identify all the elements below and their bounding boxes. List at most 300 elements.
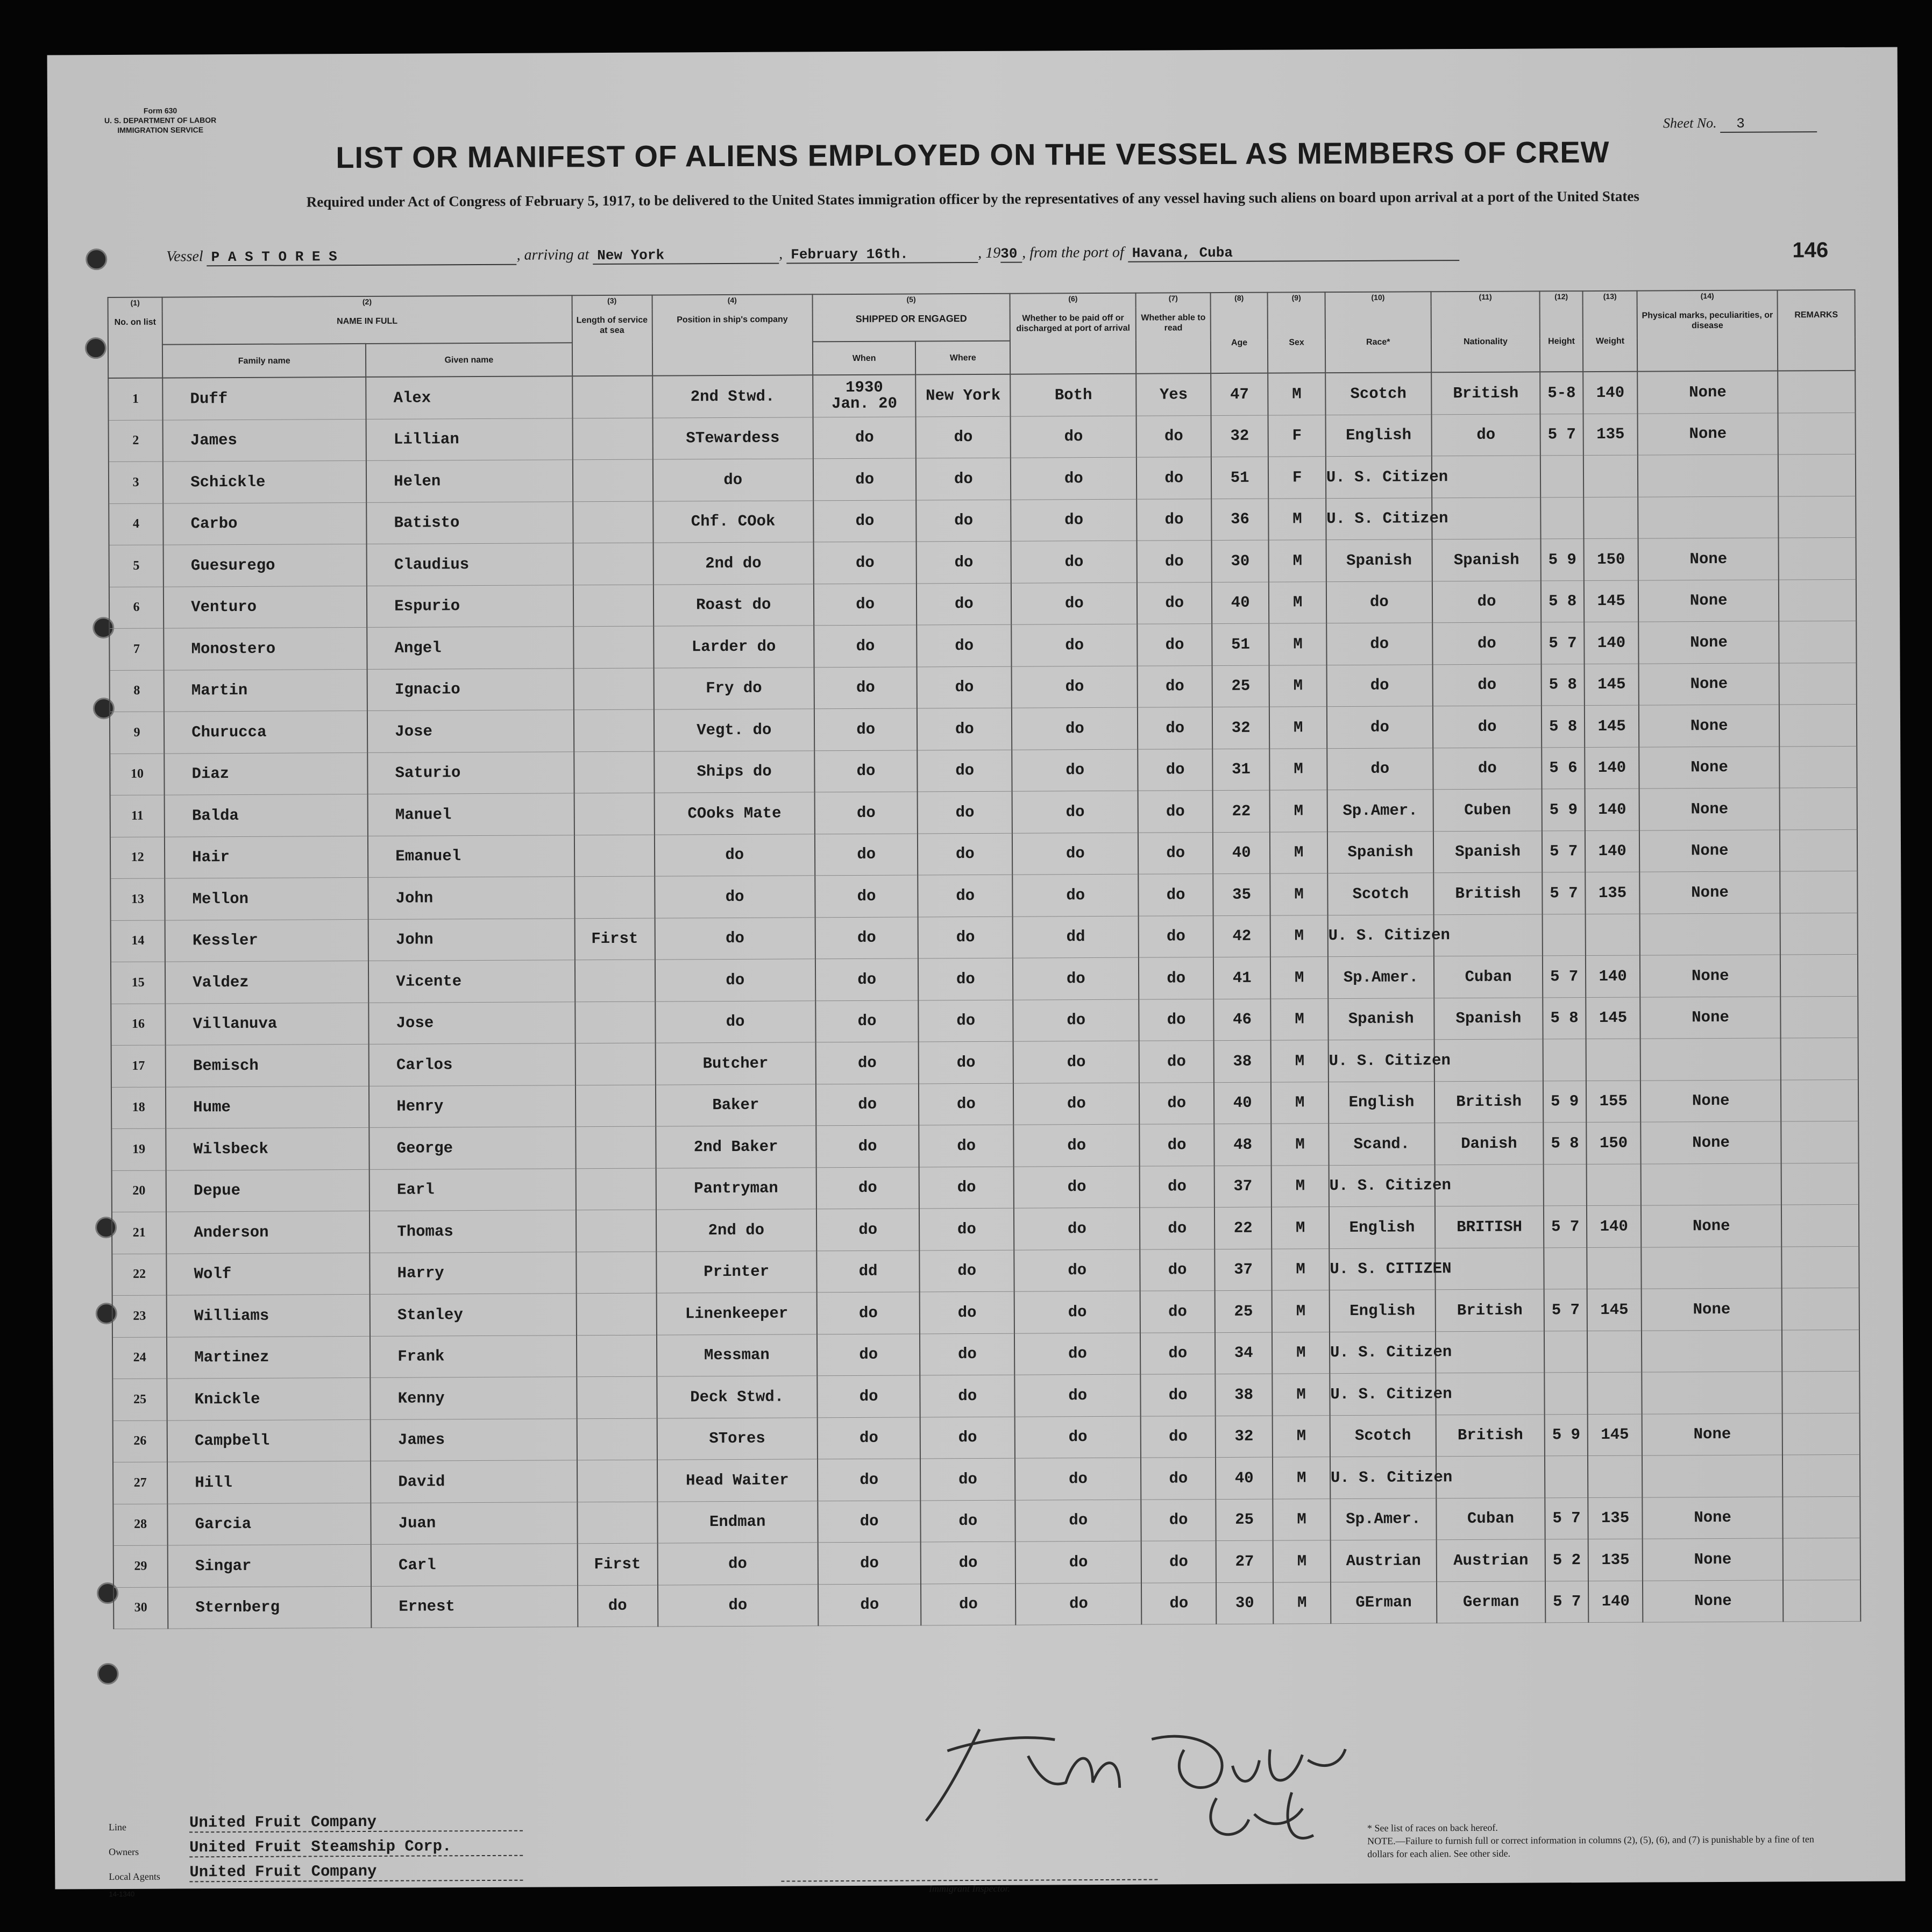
cell-age: 38	[1215, 1374, 1273, 1416]
cell-given: David	[371, 1460, 577, 1503]
cell-height: 5 7	[1543, 956, 1586, 998]
cell-weight: 135	[1588, 1539, 1643, 1581]
cell-family: Carbo	[163, 502, 366, 545]
form-identifier	[101, 105, 219, 135]
cell-weight: 145	[1588, 1414, 1642, 1456]
cell-service	[574, 876, 655, 918]
cell-given: Thomas	[370, 1210, 576, 1253]
line-value: United Fruit Company	[189, 1813, 523, 1833]
cell-given: Saturio	[367, 751, 574, 794]
owners-label: Owners	[109, 1846, 139, 1858]
cell-race: Sp.Amer.	[1328, 956, 1434, 998]
inspector-signature-line: Immigrant Inspector.	[781, 1879, 1157, 1895]
cell-weight: 145	[1585, 664, 1639, 706]
cell-age: 34	[1215, 1332, 1273, 1374]
cell-paid: do	[1015, 1458, 1141, 1500]
header-no-on-list: No. on list	[108, 312, 163, 378]
cell-nationality: do	[1432, 664, 1542, 706]
cell-age: 25	[1216, 1499, 1273, 1541]
cell-height: 5 8	[1543, 1123, 1586, 1164]
cell-age: 37	[1214, 1166, 1272, 1208]
cell-weight: 140	[1588, 1581, 1643, 1623]
cell-where: do	[919, 1125, 1014, 1167]
row-number: 2	[109, 420, 163, 462]
cell-position: Pantryman	[656, 1167, 816, 1210]
cell-age: 40	[1214, 1082, 1272, 1124]
cell-race: English	[1329, 1206, 1435, 1248]
cell-weight: 145	[1584, 580, 1638, 622]
cell-nationality	[1434, 1039, 1543, 1081]
cell-position: Fry do	[654, 667, 814, 709]
cell-weight: 140	[1585, 830, 1639, 872]
cell-when	[813, 374, 916, 417]
row-number: 11	[110, 795, 165, 837]
cell-position: 2nd Baker	[656, 1126, 816, 1168]
cell-height	[1543, 914, 1586, 956]
cell-race: English	[1329, 1290, 1435, 1332]
cell-sex: M	[1273, 1498, 1331, 1540]
cell-height	[1540, 497, 1583, 539]
cell-family: Mellon	[165, 877, 368, 920]
cell-where: do	[919, 1041, 1013, 1083]
row-number: 12	[110, 837, 165, 879]
column-number: (6)	[1010, 293, 1136, 308]
cell-read: do	[1137, 582, 1212, 624]
cell-position: Linenkeeper	[656, 1292, 817, 1335]
cell-weight: 155	[1586, 1081, 1640, 1123]
cell-marks: None	[1638, 538, 1779, 580]
cell-nationality	[1432, 456, 1541, 498]
cell-race: Austrian	[1331, 1540, 1437, 1582]
cell-sex: M	[1270, 915, 1328, 957]
cell-marks: None	[1639, 871, 1780, 914]
cell-given: Kenny	[370, 1377, 577, 1419]
arrival-port: New York	[593, 247, 779, 265]
cell-weight: 150	[1584, 538, 1638, 580]
cell-position: COoks Mate	[654, 792, 815, 835]
cell-sex: M	[1272, 1124, 1329, 1166]
cell-marks	[1638, 496, 1778, 538]
cell-read: do	[1139, 999, 1214, 1041]
row-number: 16	[111, 1004, 165, 1046]
cell-marks: None	[1637, 371, 1778, 413]
row-number: 19	[111, 1128, 166, 1170]
year-prefix: , 19	[978, 244, 1001, 261]
cell-height: 5 9	[1541, 539, 1584, 581]
cell-height: 5 7	[1542, 830, 1585, 872]
column-number: (5)	[812, 294, 1010, 309]
cell-marks	[1638, 454, 1778, 497]
cell-height	[1543, 1039, 1586, 1081]
cell-paid: do	[1015, 1500, 1141, 1542]
cell-family: Diaz	[164, 752, 367, 795]
cell-read: do	[1137, 415, 1211, 457]
cell-weight: 140	[1583, 372, 1637, 414]
handwritten-signature	[915, 1717, 1400, 1859]
cell-nationality: Cuban	[1434, 956, 1543, 998]
cell-sex: M	[1269, 581, 1326, 623]
cell-position: Endman	[657, 1501, 818, 1543]
cell-position: STewardess	[652, 417, 813, 459]
cell-remarks	[1778, 413, 1856, 454]
cell-family: Anderson	[166, 1211, 370, 1253]
cell-given: Espurio	[367, 585, 573, 627]
row-number: 1	[108, 378, 162, 420]
cell-sex: M	[1270, 957, 1328, 999]
cell-given: Juan	[371, 1502, 578, 1544]
cell-weight	[1583, 455, 1638, 497]
cell-read: do	[1139, 1041, 1214, 1083]
cell-service: First	[577, 1543, 657, 1585]
cell-marks: None	[1643, 1496, 1783, 1539]
cell-sex: M	[1269, 707, 1327, 749]
cell-service	[572, 376, 652, 418]
cell-paid: Both	[1010, 374, 1137, 416]
cell-given: Lillian	[366, 418, 573, 460]
cell-weight: 140	[1584, 622, 1638, 664]
row-number: 25	[112, 1379, 167, 1420]
cell-sex: M	[1272, 1290, 1330, 1332]
cell-remarks	[1779, 704, 1857, 746]
cell-age: 36	[1211, 499, 1269, 541]
cell-position: Printer	[656, 1251, 817, 1293]
row-number: 24	[112, 1337, 167, 1379]
cell-age: 40	[1216, 1457, 1273, 1499]
cell-marks	[1642, 1372, 1782, 1414]
cell-where: do	[920, 1375, 1015, 1417]
cell-weight: 140	[1585, 747, 1639, 789]
cell-nationality	[1436, 1456, 1545, 1498]
cell-height: 5 9	[1542, 789, 1585, 831]
cell-sex: M	[1272, 1165, 1329, 1207]
cell-weight: 135	[1588, 1497, 1642, 1539]
cell-where: do	[921, 1500, 1015, 1542]
cell-family: Venturo	[164, 586, 367, 628]
cell-given: Carlos	[369, 1043, 576, 1086]
cell-position: 2nd Stwd.	[652, 375, 813, 417]
cell-paid: do	[1013, 1124, 1140, 1167]
cell-age: 25	[1215, 1290, 1273, 1332]
cell-paid: dd	[1013, 916, 1139, 958]
table-row	[109, 413, 1856, 462]
cell-given: Alex	[366, 376, 572, 419]
cell-race: U. S. Citizen	[1326, 456, 1432, 498]
page-number: 146	[1792, 238, 1829, 262]
cell-nationality: do	[1433, 706, 1542, 748]
cell-when: do	[815, 833, 918, 875]
cell-paid: do	[1014, 1374, 1141, 1417]
cell-given: Ignacio	[367, 668, 574, 711]
footer-details	[109, 1806, 593, 1883]
table-row	[111, 1121, 1858, 1170]
cell-read: do	[1141, 1416, 1216, 1458]
cell-marks: None	[1640, 996, 1780, 1039]
cell-marks: None	[1639, 705, 1779, 747]
cell-when: do	[818, 1542, 921, 1584]
cell-given: Carl	[371, 1544, 578, 1586]
cell-sex: M	[1269, 665, 1327, 707]
cell-sex: M	[1271, 1040, 1329, 1082]
cell-weight	[1586, 914, 1640, 956]
cell-age: 48	[1214, 1124, 1272, 1166]
cell-race: do	[1327, 706, 1433, 748]
cell-remarks	[1779, 746, 1857, 788]
cell-marks: None	[1639, 829, 1780, 872]
cell-height: 5 7	[1540, 414, 1583, 456]
table-row	[112, 1330, 1859, 1379]
cell-family: Hill	[167, 1461, 371, 1503]
cell-height: 5 9	[1545, 1414, 1588, 1456]
cell-race: English	[1329, 1081, 1434, 1123]
cell-service	[574, 751, 654, 793]
cell-remarks	[1782, 1413, 1860, 1455]
cell-read: do	[1137, 541, 1212, 583]
races-note: * See list of races on back hereof.	[1367, 1822, 1498, 1834]
cell-position: Butcher	[655, 1042, 816, 1085]
cell-race: U. S. Citizen	[1327, 914, 1433, 956]
cell-marks	[1640, 913, 1780, 955]
cell-read: do	[1141, 1582, 1216, 1624]
cell-sex: M	[1273, 1457, 1330, 1499]
cell-service	[577, 1502, 657, 1544]
table-row	[109, 537, 1856, 587]
cell-weight: 150	[1586, 1122, 1640, 1164]
cell-height	[1544, 1331, 1587, 1373]
cell-sex: M	[1272, 1207, 1329, 1249]
cell-sex: M	[1273, 1374, 1330, 1416]
cell-nationality	[1434, 1164, 1544, 1206]
cell-race: U. S. CITIZEN	[1329, 1248, 1435, 1290]
cell-service: First	[574, 918, 655, 960]
cell-age: 22	[1214, 1207, 1272, 1249]
cell-given: Stanley	[370, 1294, 577, 1336]
sheet-value: 3	[1720, 115, 1817, 133]
cell-read: do	[1137, 499, 1212, 541]
cell-service	[573, 501, 653, 543]
table-row	[111, 954, 1858, 1004]
cell-paid: do	[1012, 707, 1138, 750]
cell-read: do	[1141, 1458, 1216, 1500]
cell-remarks	[1780, 913, 1858, 955]
cell-sex: F	[1268, 415, 1326, 457]
cell-service	[577, 1376, 657, 1418]
cell-where: do	[917, 624, 1012, 666]
cell-when: do	[816, 1083, 919, 1125]
cell-marks: None	[1643, 1580, 1783, 1622]
cell-nationality	[1436, 1331, 1545, 1373]
cell-nationality: Cuban	[1436, 1497, 1545, 1539]
cell-remarks	[1781, 1121, 1858, 1163]
cell-remarks	[1778, 454, 1856, 496]
cell-race: U. S. Citizen	[1330, 1457, 1436, 1498]
row-number: 30	[113, 1587, 168, 1629]
row-number: 20	[112, 1170, 166, 1212]
row-number: 28	[113, 1504, 167, 1546]
cell-read: Yes	[1137, 373, 1211, 416]
cell-nationality: British	[1436, 1414, 1545, 1456]
cell-nationality	[1433, 914, 1543, 956]
cell-remarks	[1778, 371, 1855, 413]
cell-sex: M	[1268, 373, 1326, 415]
cell-when: do	[818, 1459, 921, 1501]
table-row	[110, 704, 1857, 754]
cell-race: Spanish	[1328, 998, 1434, 1040]
cell-weight: 140	[1585, 789, 1639, 830]
row-number: 22	[112, 1254, 166, 1296]
header-given-name: Given name	[366, 343, 572, 377]
cell-height: 5 8	[1541, 580, 1584, 622]
cell-service: do	[578, 1585, 658, 1627]
cell-position: do	[655, 959, 816, 1001]
cell-marks: None	[1642, 1288, 1782, 1331]
cell-race: Scand.	[1329, 1123, 1434, 1165]
row-number: 18	[111, 1087, 166, 1129]
table-row	[112, 1288, 1859, 1337]
cell-service	[573, 626, 654, 668]
row-number: 7	[109, 628, 164, 670]
cell-given: John	[368, 877, 574, 919]
cell-marks	[1640, 1038, 1781, 1081]
cell-where: do	[920, 1291, 1014, 1333]
column-number: (10)	[1325, 292, 1431, 307]
cell-position: do	[655, 1000, 816, 1043]
cell-marks	[1641, 1163, 1781, 1205]
cell-weight	[1588, 1455, 1642, 1497]
cell-position: 2nd do	[656, 1209, 817, 1252]
row-number: 5	[109, 545, 164, 587]
cell-height: 5 8	[1543, 997, 1586, 1039]
cell-nationality: British	[1435, 1289, 1544, 1331]
cell-race: do	[1326, 664, 1432, 706]
cell-marks: None	[1638, 413, 1778, 455]
table-row	[110, 787, 1857, 837]
cell-family: Hume	[166, 1086, 369, 1128]
cell-family: Balda	[165, 794, 368, 836]
cell-paid: do	[1015, 1541, 1142, 1583]
cell-nationality	[1432, 497, 1541, 539]
cell-paid: do	[1012, 791, 1139, 833]
cell-marks: None	[1641, 1205, 1781, 1247]
cell-marks: None	[1639, 746, 1779, 789]
cell-where: do	[918, 833, 1012, 875]
cell-paid: do	[1011, 416, 1137, 458]
cell-marks: None	[1638, 621, 1779, 664]
cell-service	[573, 709, 654, 751]
cell-age: 37	[1214, 1249, 1272, 1291]
table-row	[109, 579, 1856, 629]
cell-sex: M	[1269, 498, 1326, 540]
cell-weight: 145	[1586, 997, 1640, 1039]
cell-nationality: do	[1432, 622, 1542, 664]
cell-given: Claudius	[367, 543, 573, 586]
header-name-in-full: NAME IN FULL	[162, 310, 572, 344]
header-shipped-or-engaged: SHIPPED OR ENGAGED	[812, 308, 1010, 342]
arrival-year: 30	[1000, 246, 1022, 263]
cell-remarks	[1783, 1538, 1860, 1580]
cell-where: do	[917, 500, 1011, 542]
cell-where: do	[917, 708, 1012, 750]
table-row	[113, 1454, 1860, 1504]
cell-sex: M	[1270, 873, 1328, 915]
cell-sex: M	[1273, 1415, 1330, 1457]
table-row	[111, 1079, 1858, 1129]
cell-nationality: Danish	[1434, 1123, 1544, 1164]
cell-read: do	[1141, 1499, 1216, 1541]
cell-given: Manuel	[368, 793, 574, 836]
row-number: 9	[110, 712, 164, 754]
cell-read: do	[1138, 749, 1213, 791]
cell-given: Vicente	[368, 960, 575, 1003]
cell-paid: do	[1014, 1333, 1141, 1375]
cell-sex: M	[1269, 540, 1326, 582]
cell-sex: M	[1269, 623, 1327, 665]
cell-age: 25	[1212, 665, 1269, 707]
cell-where: do	[919, 1167, 1014, 1209]
cell-paid: do	[1015, 1416, 1141, 1459]
cell-paid: do	[1013, 1041, 1140, 1083]
cell-age: 51	[1212, 623, 1269, 665]
cell-paid: do	[1012, 749, 1138, 792]
cell-where: do	[920, 1250, 1014, 1292]
cell-given: Earl	[370, 1168, 576, 1211]
cell-when: do	[814, 625, 917, 667]
cell-where: do	[921, 1542, 1015, 1583]
cell-remarks	[1781, 1246, 1859, 1288]
cell-remarks	[1781, 1163, 1859, 1205]
cell-position: Baker	[656, 1084, 816, 1126]
cell-read: do	[1140, 1249, 1215, 1291]
header-able-to-read: Whether able to read	[1136, 307, 1211, 374]
cell-age: 46	[1213, 999, 1271, 1041]
cell-paid: do	[1014, 1208, 1140, 1250]
cell-service	[573, 585, 653, 627]
cell-given: George	[369, 1127, 576, 1169]
cell-weight: 135	[1583, 414, 1638, 456]
cell-when: do	[814, 750, 918, 792]
service-name: IMMIGRATION SERVICE	[117, 125, 204, 134]
cell-race: Scotch	[1327, 873, 1433, 915]
form-number: Form 630	[143, 106, 177, 115]
cell-where: do	[920, 1417, 1015, 1459]
cell-family: James	[163, 419, 366, 461]
row-number: 6	[109, 587, 164, 629]
owners-row	[109, 1831, 593, 1858]
cell-height: 5 7	[1542, 872, 1585, 914]
cell-family: Depue	[166, 1169, 370, 1212]
cell-service	[572, 459, 652, 501]
cell-height	[1544, 1247, 1587, 1289]
cell-paid: do	[1011, 624, 1138, 666]
header-family-name: Family name	[162, 344, 366, 378]
cell-race: Spanish	[1327, 831, 1433, 873]
cell-marks: None	[1640, 955, 1780, 997]
cell-marks: None	[1639, 788, 1780, 830]
cell-age: 41	[1213, 957, 1271, 999]
cell-position: Head Waiter	[657, 1459, 818, 1502]
row-number: 17	[111, 1045, 166, 1087]
cell-remarks	[1782, 1454, 1860, 1496]
cell-family: Churucca	[164, 711, 367, 753]
cell-remarks	[1780, 787, 1857, 829]
cell-nationality: BRITISH	[1435, 1206, 1544, 1248]
cell-age: 30	[1211, 540, 1269, 582]
table-row	[110, 871, 1857, 920]
table-row	[112, 1246, 1859, 1296]
cell-given: James	[371, 1418, 577, 1461]
table-row	[113, 1580, 1860, 1629]
cell-family: Bemisch	[166, 1044, 369, 1086]
header-paid-off: Whether to be paid off or discharged at port of arrival	[1010, 308, 1137, 374]
